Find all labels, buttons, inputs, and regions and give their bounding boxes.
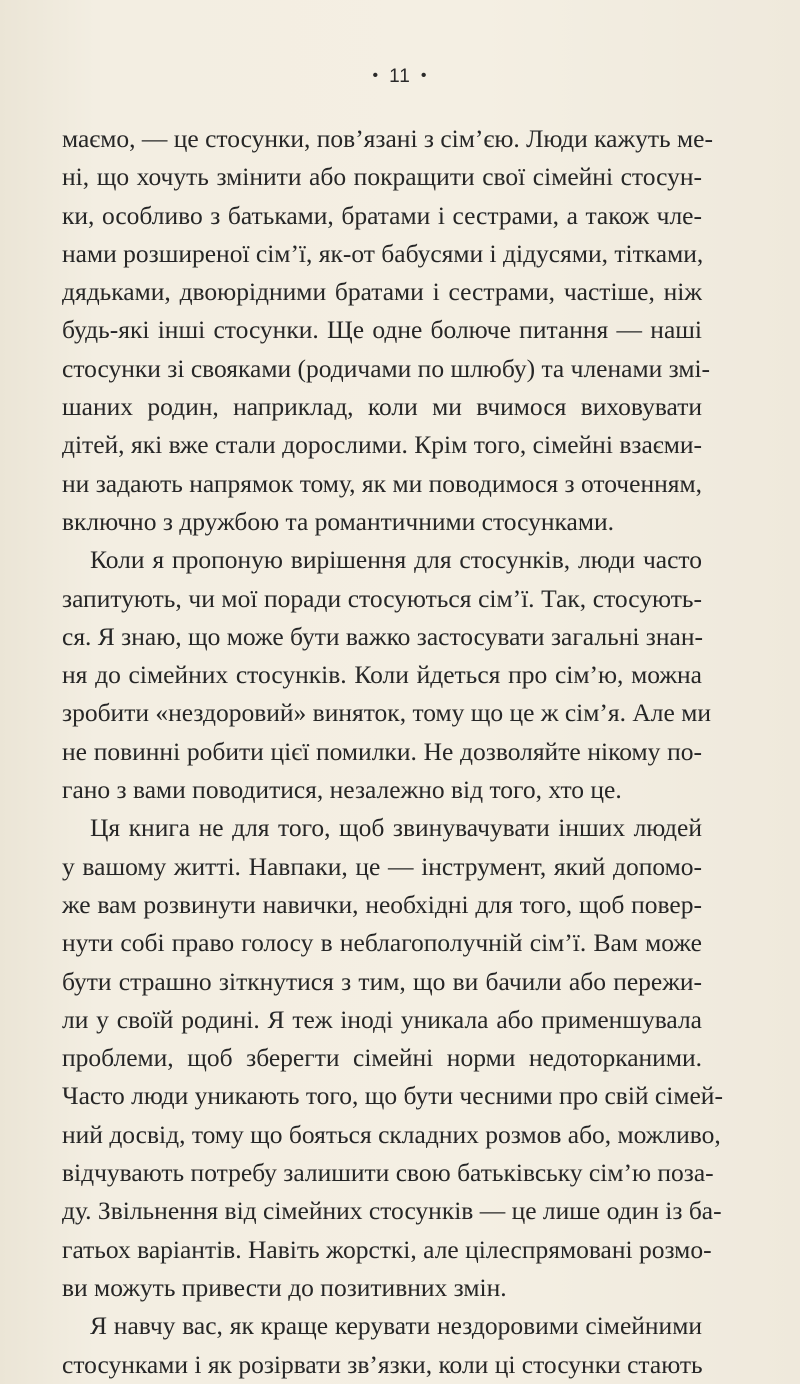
text-line: стосунками і як розірвати зв’язки, коли ці стосунки стають bbox=[62, 1349, 703, 1379]
body-text bbox=[62, 120, 723, 1384]
text-line: ний досвід, тому що бояться складних розмов або, можливо, bbox=[62, 1119, 721, 1149]
text-line: дядьками, двоюрідними братами і сестрами, частіше, ніж bbox=[62, 277, 702, 307]
page-number bbox=[0, 66, 800, 88]
text-line: шаних родин, наприклад, коли ми вчимося виховувати bbox=[62, 392, 702, 422]
text-line: ся. Я знаю, що може бути важко застосувати загальні знан- bbox=[62, 621, 703, 651]
text-line: стосунки зі свояками (родичами по шлюбу) та членами змі- bbox=[62, 353, 711, 383]
text-line: гано з вами поводитися, незалежно від того, хто це. bbox=[62, 775, 622, 805]
text-line: гатьох варіантів. Навіть жорсткі, але цілеспрямовані розмо- bbox=[62, 1234, 712, 1264]
text-line: ду. Звільнення від сімейних стосунків — це лише один із ба- bbox=[62, 1196, 722, 1226]
text-line: Ця книга не для того, щоб звинувачувати інших людей bbox=[90, 813, 702, 843]
text-line: будь-які інші стосунки. Ще одне болюче питання — наші bbox=[62, 315, 702, 345]
text-line: зробити «нездоровий» виняток, тому що це ж сім’я. Але ми bbox=[62, 698, 711, 728]
page-number-value: 11 bbox=[389, 66, 411, 87]
text-line: ня до сімейних стосунків. Коли йдеться про сім’ю, можна bbox=[62, 660, 702, 690]
page-number-left-dot: • bbox=[372, 67, 380, 84]
text-line: проблеми, щоб зберегти сімейні норми недоторканими. bbox=[62, 1043, 702, 1073]
text-line: дітей, які вже стали дорослими. Крім того, сімейні взаєми- bbox=[62, 430, 702, 460]
text-line: не повинні робити цієї помилки. Не дозволяйте нікому по- bbox=[62, 736, 702, 766]
text-line: же вам розвинути навички, необхідні для того, щоб повер- bbox=[62, 889, 702, 919]
text-line: у вашому житті. Навпаки, це — інструмент, який допомо- bbox=[62, 851, 702, 881]
text-line: ки, особливо з батьками, братами і сестрами, а також чле- bbox=[62, 200, 702, 230]
text-line: ли у своїй родині. Я теж іноді уникала або применшувала bbox=[62, 1004, 702, 1034]
text-line: запитують, чи мої поради стосуються сім’ї. Так, стосують- bbox=[62, 583, 702, 613]
text-line: нути собі право голосу в неблагополучній сім’ї. Вам може bbox=[62, 928, 702, 958]
text-line: нами розширеної сім’ї, як-от бабусями і дідусями, тітками, bbox=[62, 238, 704, 268]
text-line: ни задають напрямок тому, як ми поводимося з оточенням, bbox=[62, 468, 702, 498]
text-line: Я навчу вас, як краще керувати нездоровими сімейними bbox=[90, 1311, 702, 1341]
text-line: ви можуть привести до позитивних змін. bbox=[62, 1272, 507, 1302]
text-line: відчувають потребу залишити свою батьківську сім’ю поза- bbox=[62, 1158, 714, 1188]
text-line: Коли я пропоную вирішення для стосунків, люди часто bbox=[90, 545, 702, 575]
text-line: ні, що хочуть змінити або покращити свої сімейні стосун- bbox=[62, 162, 702, 192]
text-line: включно з дружбою та романтичними стосунками. bbox=[62, 506, 615, 536]
text-line: Часто люди уникають того, що бути чесними про свій сімей- bbox=[62, 1081, 723, 1111]
text-line: маємо, — це стосунки, пов’язані з сім’єю. Люди кажуть ме- bbox=[62, 124, 713, 153]
page-number-right-dot: • bbox=[420, 67, 428, 84]
text-line: бути страшно зіткнутися з тим, що ви бачили або пережи- bbox=[62, 966, 702, 996]
